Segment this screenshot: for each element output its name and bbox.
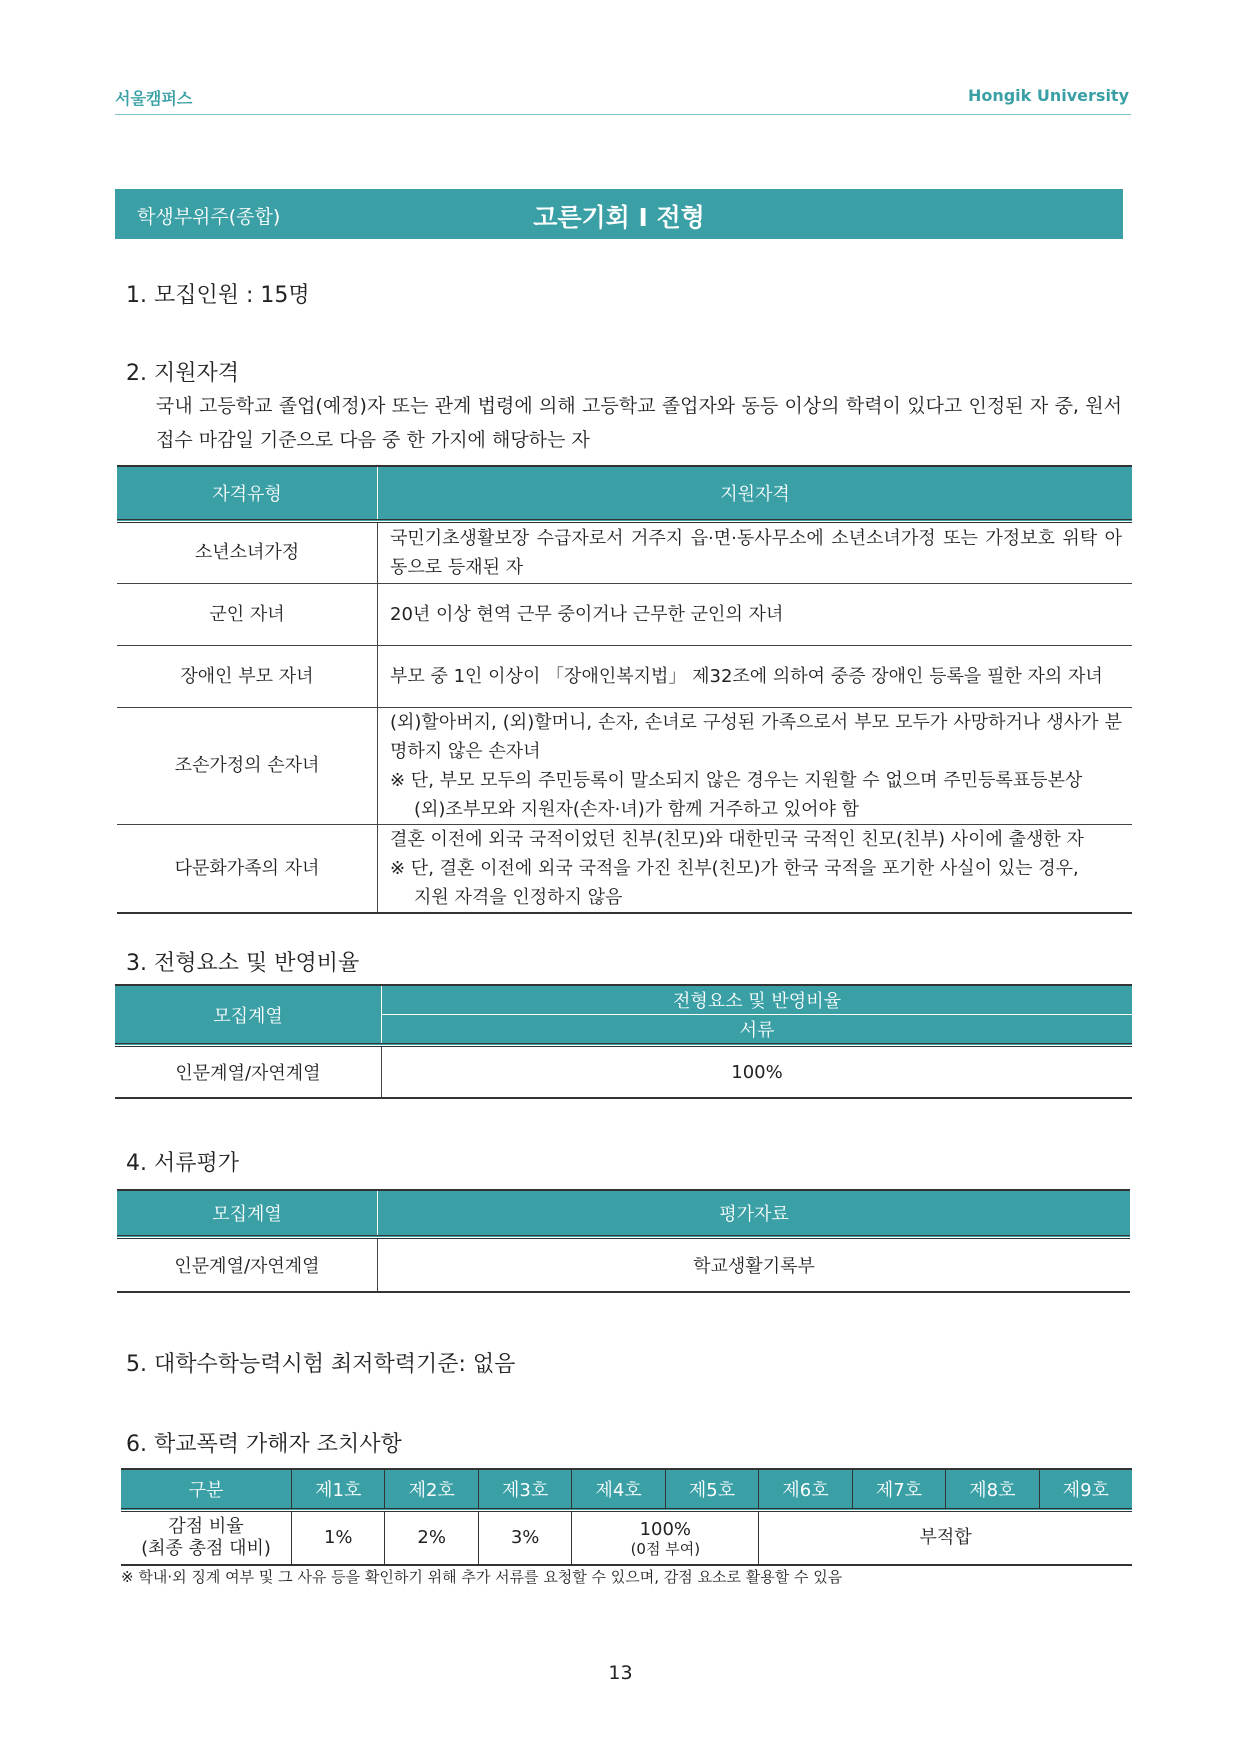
eligibility-note: ※ 단, 부모 모두의 주민등록이 말소되지 않은 경우는 지원할 수 없으며 주민등록표등본상 (390, 769, 1083, 791)
violence-value-4-5 (572, 1510, 759, 1565)
ratio-header-documents: 서류 (382, 1015, 1133, 1046)
eligibility-desc-cell (378, 707, 1133, 824)
selection-ratio-table (115, 984, 1132, 1099)
document-evaluation-table (117, 1189, 1130, 1293)
violence-value: 1% (292, 1510, 385, 1565)
section-2-description: 국내 고등학교 졸업(예정)자 또는 관계 법령에 의해 고등학교 졸업자와 동등 이상의 학력이 있다고 인정된 자 중, 원서접수 마감일 기준으로 다음 중 한 가지에 해당하는 자 (156, 395, 1122, 451)
ratio-header-group: 모집계열 (115, 985, 382, 1045)
ratio-header-main: 전형요소 및 반영비율 (382, 985, 1133, 1015)
eligibility-type: 장애인 부모 자녀 (117, 645, 378, 707)
table-row (117, 521, 1132, 583)
header-campus: 서울캠퍼스 (115, 89, 193, 108)
eligibility-desc: 결혼 이전에 외국 국적이었던 친부(친모)와 대한민국 국적인 친모(친부) 사이에 출생한 자 (390, 828, 1084, 850)
violence-value: 3% (478, 1510, 571, 1565)
section-6-title: 6. 학교폭력 가해자 조치사항 (126, 1432, 402, 1457)
table-row (121, 1510, 1132, 1565)
eligibility-desc: 20년 이상 현역 근무 중이거나 근무한 군인의 자녀 (378, 583, 1133, 645)
table-row (117, 1237, 1130, 1292)
violence-value-main: 100% (639, 1519, 692, 1540)
section-3-title: 3. 전형요소 및 반영비율 (126, 951, 360, 976)
ratio-row-value: 100% (382, 1045, 1133, 1098)
eval-header-material: 평가자료 (378, 1190, 1131, 1237)
ratio-row-group: 인문계열/자연계열 (115, 1045, 382, 1098)
violence-row-label (121, 1510, 292, 1565)
page-number: 13 (608, 1662, 633, 1684)
violence-header: 제1호 (292, 1469, 385, 1510)
section-banner (115, 189, 1123, 239)
eligibility-header-type: 자격유형 (117, 466, 378, 521)
eligibility-type: 조손가정의 손자녀 (117, 707, 378, 824)
eligibility-type: 소년소녀가정 (117, 521, 378, 583)
violence-header: 제5호 (665, 1469, 758, 1510)
eval-header-group: 모집계열 (117, 1190, 378, 1237)
table-row (117, 645, 1132, 707)
table-row (117, 824, 1132, 913)
banner-category: 학생부위주(종합) (137, 206, 281, 228)
eligibility-header-qualification: 지원자격 (378, 466, 1133, 521)
section-5-title: 5. 대학수학능력시험 최저학력기준: 없음 (126, 1352, 516, 1377)
violence-value: 2% (385, 1510, 478, 1565)
eval-row-group: 인문계열/자연계열 (117, 1237, 378, 1292)
violence-header: 제6호 (759, 1469, 852, 1510)
header-divider (115, 114, 1131, 115)
violence-header: 제3호 (478, 1469, 571, 1510)
table-row (115, 1045, 1132, 1098)
school-violence-table (121, 1468, 1132, 1566)
eligibility-note-cont: (외)조부모와 지원자(손자·녀)가 함께 거주하고 있어야 함 (414, 798, 859, 820)
table-row (117, 583, 1132, 645)
violence-header: 제4호 (572, 1469, 665, 1510)
violence-header: 구분 (121, 1469, 292, 1510)
section-2-title: 2. 지원자격 (126, 361, 239, 386)
violence-note: ※ 학내·외 징계 여부 및 그 사유 등을 확인하기 위해 추가 서류를 요청할 수 있으며, 감점 요소로 활용할 수 있음 (121, 1568, 843, 1586)
violence-row-label-line1: 감점 비율 (168, 1516, 244, 1537)
eval-row-material: 학교생활기록부 (378, 1237, 1131, 1292)
violence-value-6-9: 부적합 (759, 1510, 1132, 1565)
violence-header: 제9호 (1039, 1469, 1132, 1510)
violence-header: 제2호 (385, 1469, 478, 1510)
header-university: Hongik University (967, 86, 1129, 105)
eligibility-table (117, 465, 1132, 914)
section-4-title: 4. 서류평가 (126, 1151, 239, 1176)
violence-header: 제7호 (852, 1469, 945, 1510)
eligibility-desc: (외)할아버지, (외)할머니, 손자, 손녀로 구성된 가족으로서 부모 모두가 사망하거나 생사가 분명하지 않은 손자녀 (390, 711, 1122, 762)
eligibility-type: 다문화가족의 자녀 (117, 824, 378, 913)
violence-value-sub: (0점 부여) (630, 1540, 701, 1558)
section-1-title: 1. 모집인원 : 15명 (126, 283, 310, 308)
eligibility-desc: 부모 중 1인 이상이 「장애인복지법」 제32조에 의하여 중증 장애인 등록을 필한 자의 자녀 (378, 645, 1133, 707)
violence-header: 제8호 (946, 1469, 1039, 1510)
eligibility-desc: 국민기초생활보장 수급자로서 거주지 읍·면·동사무소에 소년소녀가정 또는 가정보호 위탁 아동으로 등재된 자 (378, 521, 1133, 583)
eligibility-note-cont: 지원 자격을 인정하지 않음 (414, 886, 623, 908)
eligibility-type: 군인 자녀 (117, 583, 378, 645)
table-row (117, 707, 1132, 824)
violence-row-label-line2: (최종 총점 대비) (141, 1538, 271, 1559)
banner-title: 고른기회 I 전형 (533, 203, 705, 232)
eligibility-desc-cell (378, 824, 1133, 913)
eligibility-note: ※ 단, 결혼 이전에 외국 국적을 가진 친부(친모)가 한국 국적을 포기한 사실이 있는 경우, (390, 857, 1079, 879)
